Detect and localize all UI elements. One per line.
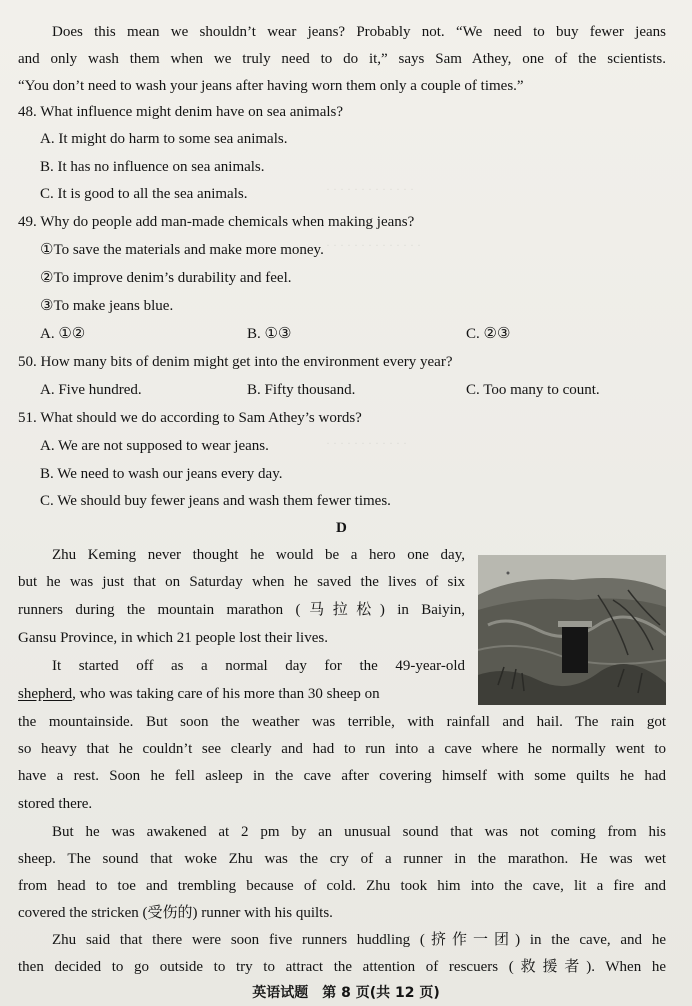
bleed-through-text: · · · · · · · · · · · · · [326, 182, 414, 196]
underlined-word: shepherd [18, 686, 73, 702]
q50-option-b: B. Fifty thousand. [247, 382, 356, 398]
passage-line: Gansu Province, in which 21 people lost their lives. [18, 630, 328, 646]
paragraph-line: and only wash them when we truly need to do it,” says Sam Athey, one of the scientists. [18, 51, 666, 67]
passage-line: covered the stricken (受伤的) runner with his quilts. [18, 905, 333, 921]
q49-option-c: C. ②③ [466, 326, 511, 342]
paragraph-line: Does this mean we shouldn’t wear jeans? Probably not. “We need to buy fewer jeans [52, 24, 666, 40]
q49-option-b: B. ①③ [247, 326, 292, 342]
q49-option-a: A. ①② [40, 326, 86, 342]
bleed-through-text: · · · · · · · · · · · · [326, 436, 407, 450]
passage-line: from head to toe and trembling because of cold. Zhu took him into the cave, lit a fire and [18, 878, 666, 894]
page-footer: 英语试题 第 8 页(共 12 页) [252, 985, 440, 1001]
passage-line: so heavy that he couldn’t see clearly and had to run into a cave where he normally went to [18, 741, 666, 757]
passage-line: have a rest. Soon he fell asleep in the cave after covering himself with some quilts he had [18, 768, 666, 784]
q50-option-c: C. Too many to count. [466, 382, 600, 398]
q49-statement-2: ②To improve denim’s durability and feel. [40, 270, 292, 286]
q49-statement-3: ③To make jeans blue. [40, 298, 174, 314]
passage-line: the mountainside. But soon the weather was terrible, with rainfall and hail. The rain got [18, 714, 666, 730]
q48-option-a: A. It might do harm to some sea animals. [40, 131, 288, 147]
cave-photo-illustration [478, 555, 666, 705]
passage-line: sheep. The sound that woke Zhu was the cry of a runner in the marathon. He was wet [18, 851, 666, 867]
passage-line: Zhu Keming never thought he would be a hero one day, [52, 547, 465, 563]
q51-option-c: C. We should buy fewer jeans and wash them fewer times. [40, 493, 391, 509]
q49-statement-1: ①To save the materials and make more money. [40, 242, 324, 258]
q48-option-c: C. It is good to all the sea animals. [40, 186, 248, 202]
passage-line [18, 684, 465, 704]
bleed-through-text: · · · · · · · · · · · · · · [326, 238, 421, 252]
passage-line: runners during the mountain marathon (马拉松) in Baiyin, [18, 602, 465, 618]
q51-option-b: B. We need to wash our jeans every day. [40, 466, 283, 482]
passage-line: stored there. [18, 796, 93, 812]
question-48: 48. What influence might denim have on sea animals? [18, 104, 344, 120]
passage-line: But he was awakened at 2 pm by an unusual sound that was not coming from his [52, 824, 666, 840]
q48-option-b: B. It has no influence on sea animals. [40, 159, 265, 175]
passage-line: Zhu said that there were soon five runners huddling (挤作一团) in the cave, and he [52, 932, 666, 948]
paragraph-line: “You don’t need to wash your jeans after having worn them only a couple of times.” [18, 78, 524, 94]
q51-option-a: A. We are not supposed to wear jeans. [40, 438, 269, 454]
passage-line: It started off as a normal day for the 49-year-old [52, 658, 465, 674]
passage-line: then decided to go outside to try to attract the attention of rescuers (救援者). When he [18, 959, 666, 975]
section-heading: D [336, 520, 347, 536]
passage-line: but he was just that on Saturday when he saved the lives of six [18, 574, 465, 590]
question-49: 49. Why do people add man-made chemicals when making jeans? [18, 214, 415, 230]
q50-option-a: A. Five hundred. [40, 382, 142, 398]
question-51: 51. What should we do according to Sam Athey’s words? [18, 410, 362, 426]
passage-line-rest: , who was taking care of his more than 30 sheep on [72, 686, 380, 702]
cave-photo [478, 555, 666, 705]
question-50: 50. How many bits of denim might get into the environment every year? [18, 354, 453, 370]
